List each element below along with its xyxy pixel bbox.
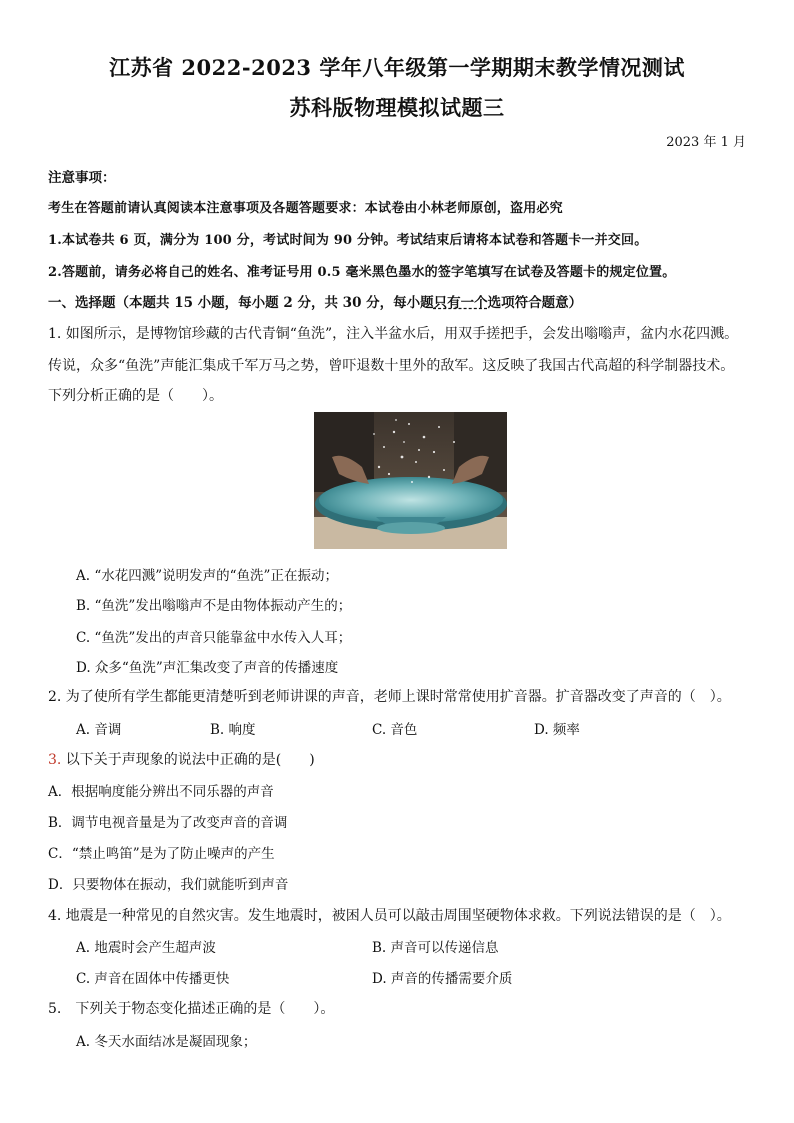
section-heading [48,291,582,311]
notice-heading: 注意事项： [48,170,116,186]
exam-title: 江苏省 2022-2023 学年八年级第一学期期末教学情况测试 [109,55,685,80]
q1-option-c: C. “鱼洗”发出的声音只能靠盆中水传入人耳； [76,630,352,646]
q2-option-b: B. 响度 [210,722,256,738]
section-heading-underlined: 只有一个 [433,295,488,311]
notice-line-1: 考生在答题前请认真阅读本注意事项及各题答题要求：本试卷由小林老师原创，盗用必究 [48,201,563,216]
exam-subtitle: 苏科版物理模拟试题三 [289,95,505,120]
q4-option-c: C. 声音在固体中传播更快 [76,971,230,987]
q2-option-a: A. 音调 [76,722,122,738]
q1-option-b: B. “鱼洗”发出嗡嗡声不是由物体振动产生的； [76,598,352,614]
q3-option-d: D．只要物体在振动，我们就能听到声音 [48,877,289,893]
q3-option-b: B．调节电视音量是为了改变声音的音调 [48,815,288,831]
q1-stem-line-3: 下列分析正确的是（ ）。 [48,388,223,404]
section-heading-prefix: 一、选择题（本题共 15 小题，每小题 2 分，共 30 分，每小题 [48,295,434,311]
fish-basin-illustration [314,412,507,549]
q3-number: 3. [48,752,62,768]
q4-option-d: D. 声音的传播需要介质 [372,971,513,987]
q4-option-a: A. 地震时会产生超声波 [76,940,216,956]
fish-basin-photo [314,412,507,549]
q4-stem: 4. 地震是一种常见的自然灾害。发生地震时，被困人员可以敲击周围坚硬物体求救。下列说法错误的是（ ）。 [48,908,731,924]
q4-option-b: B. 声音可以传递信息 [372,940,499,956]
q2-option-d: D. 频率 [534,722,580,738]
q1-option-d: D. 众多“鱼洗”声汇集改变了声音的传播速度 [76,660,339,676]
notice-line-2: 1.本试卷共 6 页，满分为 100 分，考试时间为 90 分钟。考试结束后请将本试卷和答题卡一并交回。 [48,233,648,248]
q5-stem: 5. 下列关于物态变化描述正确的是（ ）。 [48,1001,335,1017]
q1-stem-line-1: 1. 如图所示，是博物馆珍藏的古代青铜“鱼洗”，注入半盆水后，用双手搓把手，会发出嗡嗡声，盆内水花四溅。 [48,326,739,342]
q1-stem-line-2: 传说，众多“鱼洗”声能汇集成千军万马之势，曾吓退数十里外的敌军。这反映了我国古代高超的科学制器技术。 [48,358,735,374]
section-heading-suffix: 选项符合题意） [487,295,583,311]
q5-option-a: A. 冬天水面结冰是凝固现象； [76,1034,257,1050]
q1-option-a: A. “水花四溅”说明发声的“鱼洗”正在振动； [76,568,338,584]
q3-stem: 以下关于声现象的说法中正确的是( ) [61,752,315,768]
q3-option-c: C．“禁止鸣笛”是为了防止噪声的产生 [48,846,275,862]
q3-option-a: A．根据响度能分辨出不同乐器的声音 [48,784,274,800]
q2-option-c: C. 音色 [372,722,418,738]
exam-date: 2023 年 1 月 [666,135,746,150]
notice-line-3: 2.答题前，请务必将自己的姓名、准考证号用 0.5 毫米黑色墨水的签字笔填写在试卷及答题卡的规定位置。 [48,265,676,280]
q3-stem-line [48,749,315,769]
q2-stem: 2. 为了使所有学生都能更清楚听到老师讲课的声音，老师上课时常常使用扩音器。扩音器改变了声音的（ ）。 [48,689,731,705]
